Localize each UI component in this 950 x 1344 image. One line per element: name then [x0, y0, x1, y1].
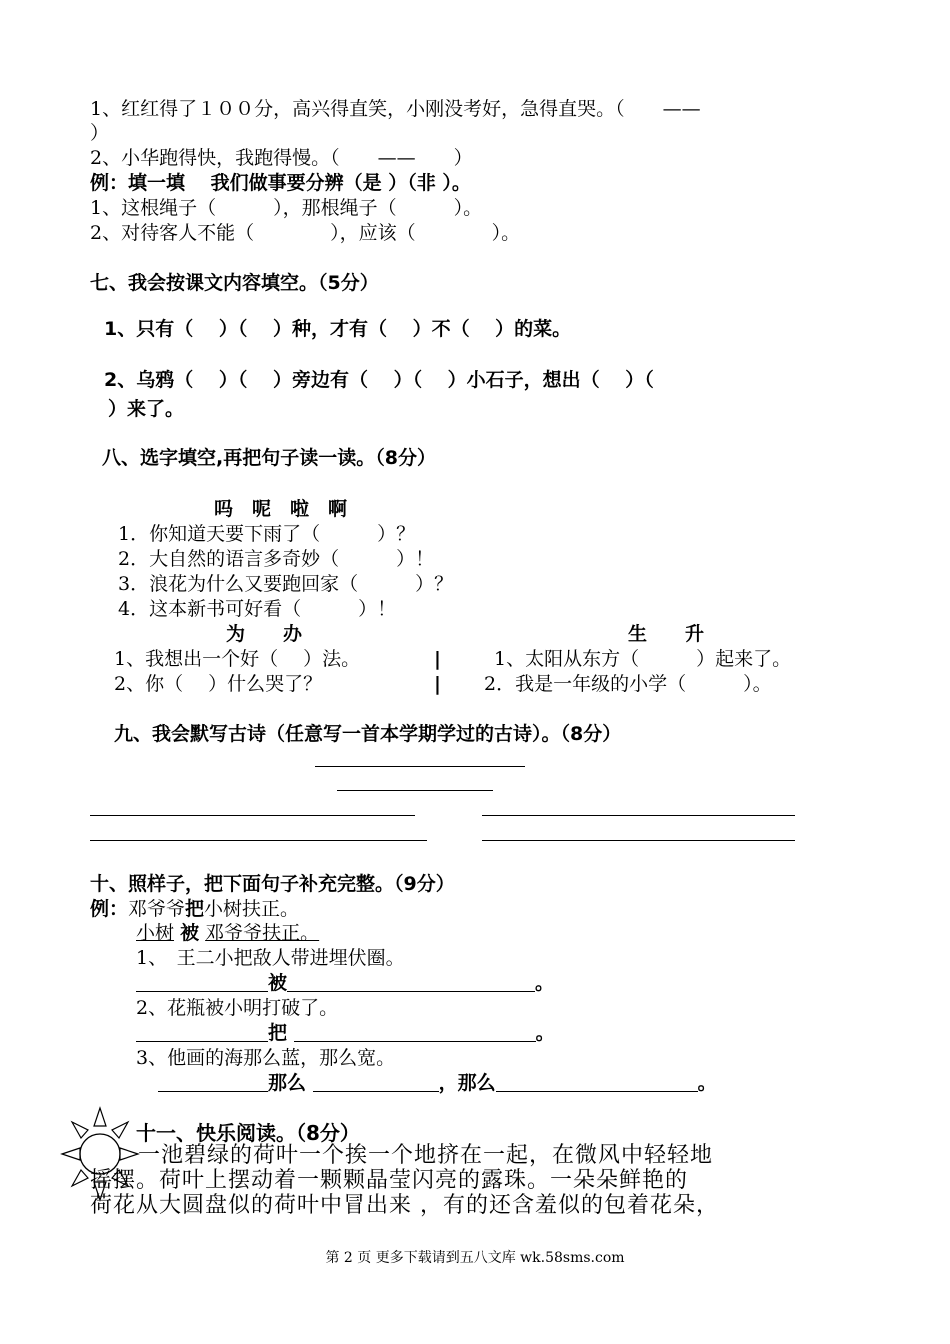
- sec8-q6-left: 2、你（ ）什么哭了？: [114, 673, 323, 695]
- period: 。: [697, 1072, 717, 1094]
- answer-blank[interactable]: [287, 973, 535, 992]
- sec10-q3: 3、他画的海那么蓝，那么宽。: [136, 1047, 396, 1069]
- sec8-q1: 1．你知道天要下雨了（ ）？: [118, 523, 416, 545]
- sec8-word-pair-right: 生 升: [628, 623, 705, 645]
- sec6-line3: 1、这根绳子（ ），那根绳子（ ）。: [90, 197, 483, 219]
- sec10-q3-answer: [158, 1071, 717, 1095]
- example-ba: 把: [185, 898, 205, 920]
- sec10-q2-answer: [136, 1021, 555, 1045]
- sec8-separator: |: [434, 673, 441, 695]
- answer-blank[interactable]: [294, 1023, 536, 1042]
- example-subject: 邓爷爷: [128, 898, 186, 920]
- sec6-line1: 1、红红得了１００分，高兴得直笑，小刚没考好，急得直哭。（ ——: [90, 98, 701, 120]
- answer-blank[interactable]: [496, 1073, 698, 1092]
- sec11-title: 十一、快乐阅读。（8分）: [136, 1121, 360, 1145]
- sec6-line2: 2、小华跑得快，我跑得慢。（ —— ）: [90, 147, 473, 169]
- sec8-q5-left: 1、我想出一个好（ ）法。: [114, 648, 361, 670]
- sec10-title: 十、照样子，把下面句子补充完整。（9分）: [90, 873, 455, 895]
- sec8-q2: 2．大自然的语言多奇妙（ ）！: [118, 548, 435, 570]
- sec6-example: 例：填一填 我们做事要分辨（是 ）（非 ）。: [90, 172, 471, 194]
- example2-subject: 小树: [136, 922, 175, 944]
- sec9-title: 九、我会默写古诗（任意写一首本学期学过的古诗）。（8分）: [114, 723, 622, 745]
- answer-blank[interactable]: [136, 1023, 268, 1042]
- name-word-1: 那么: [268, 1072, 307, 1094]
- bei-word: 被: [268, 972, 288, 994]
- sec7-title: 七、我会按课文内容填空。（5分）: [90, 272, 379, 294]
- sec7-line1: 1、只有（ ）（ ）种，才有（ ）不（ ）的菜。: [104, 318, 572, 340]
- sec8-q6-right: 2．我是一年级的小学（ ）。: [484, 673, 772, 695]
- answer-blank[interactable]: [313, 1073, 439, 1092]
- sec7-line2-end: ）来了。: [108, 398, 185, 420]
- sec6-line1-end: ）: [90, 122, 110, 144]
- page-footer: 第 2 页 更多下载请到五八文库 wk.58sms.com: [325, 1250, 625, 1266]
- poem-title-line[interactable]: [315, 766, 525, 767]
- poem-line-4[interactable]: [482, 840, 795, 841]
- name-word-2: ，那么: [438, 1072, 496, 1094]
- reading-line-3: 荷花从大圆盘似的荷叶中冒出来 ，有的还含羞似的包着花朵，: [90, 1193, 719, 1218]
- example-rest: 小树扶正。: [204, 898, 300, 920]
- poem-line-2[interactable]: [482, 815, 795, 816]
- sec8-q4: 4．这本新书可好看（ ）！: [118, 598, 397, 620]
- ba-word: 把: [268, 1022, 288, 1044]
- sec10-q1: 1、 王二小把敌人带进埋伏圈。: [136, 947, 405, 969]
- sec7-line2: 2、乌鸦（ ）（ ）旁边有（ ）（ ）小石子，想出（ ）（: [104, 369, 654, 391]
- sec8-separator: |: [434, 648, 441, 670]
- example2-bei: 被: [180, 922, 200, 944]
- poem-line-1[interactable]: [90, 815, 415, 816]
- sec10-q1-answer: [136, 971, 554, 995]
- reading-line-1: 一池碧绿的荷叶一个挨一个地挤在一起，在微风中轻轻地: [138, 1143, 714, 1168]
- sec10-q2: 2、花瓶被小明打破了。: [136, 997, 339, 1019]
- example-label: 例：: [90, 898, 129, 920]
- sec6-line4: 2、对待客人不能（ ），应该（ ）。: [90, 222, 521, 244]
- sec10-example2: [136, 921, 319, 945]
- sec8-title: 八、选字填空,再把句子读一读。（8分）: [102, 447, 436, 469]
- period: 。: [535, 972, 555, 994]
- sec8-q3: 3．浪花为什么又要跑回家（ ）？: [118, 573, 454, 595]
- answer-blank[interactable]: [136, 973, 268, 992]
- sec8-word-pair-left: 为 办: [226, 623, 303, 645]
- sec8-q5-right: 1、太阳从东方（ ）起来了。: [494, 648, 792, 670]
- example2-rest: 邓爷爷扶正。: [205, 922, 320, 944]
- sec8-word-choices: 吗 呢 啦 啊: [214, 498, 348, 520]
- answer-blank[interactable]: [158, 1073, 268, 1092]
- period: 。: [535, 1022, 555, 1044]
- sec10-example: [90, 897, 299, 921]
- reading-line-2: 摇摆。荷叶上摆动着一颗颗晶莹闪亮的露珠。一朵朵鲜艳的: [90, 1168, 689, 1193]
- poem-line-3[interactable]: [90, 840, 427, 841]
- poem-author-line[interactable]: [337, 790, 493, 791]
